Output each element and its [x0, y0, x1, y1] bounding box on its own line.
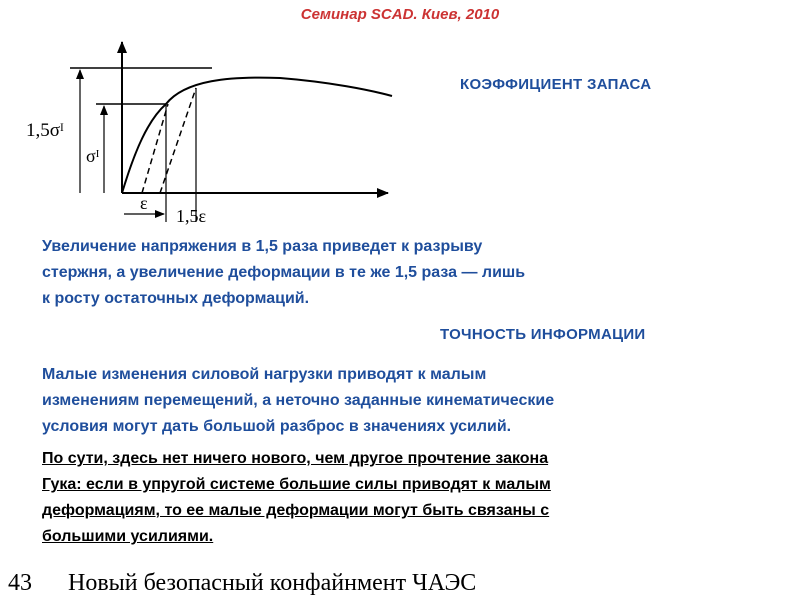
- section-heading-information-accuracy: ТОЧНОСТЬ ИНФОРМАЦИИ: [440, 326, 646, 343]
- paragraph-line: условия могут дать большой разброс в значениях усилий.: [42, 418, 512, 435]
- paragraph-line: Гука: если в упругой системе большие силы приводят к малым: [42, 476, 551, 493]
- information-accuracy-paragraph: [42, 362, 554, 440]
- stress-strain-diagram: [0, 0, 420, 235]
- slide-footer: [0, 570, 800, 600]
- label-1-5-sigma: 1,5σᴵ: [26, 120, 64, 141]
- footer-title: Новый безопасный конфайнмент ЧАЭС: [68, 570, 477, 596]
- paragraph-line: Малые изменения силовой нагрузки приводят к малым: [42, 366, 487, 383]
- label-sigma: σᴵ: [86, 146, 100, 166]
- paragraph-line: деформациям, то ее малые деформации могут быть связаны с: [42, 502, 550, 519]
- section-heading-safety-factor: КОЭФФИЦИЕНТ ЗАПАСА: [460, 76, 652, 93]
- label-epsilon: ε: [140, 193, 148, 213]
- paragraph-line: к росту остаточных деформаций.: [42, 290, 310, 307]
- paragraph-line: большими усилиями.: [42, 528, 214, 545]
- paragraph-line: Увеличение напряжения в 1,5 раза приведет к разрыву: [42, 238, 483, 255]
- paragraph-line: По сути, здесь нет ничего нового, чем другое прочтение закона: [42, 450, 549, 467]
- paragraph-line: изменениям перемещений, а неточно заданные кинематические: [42, 392, 555, 409]
- seminar-header: Семинар SCAD. Киев, 2010: [300, 6, 500, 23]
- paragraph-line: стержня, а увеличение деформации в те же 1,5 раза — лишь: [42, 264, 526, 281]
- conclusion-paragraph: [42, 446, 551, 550]
- label-1-5-epsilon: 1,5ε: [176, 206, 207, 226]
- safety-factor-paragraph: [42, 234, 525, 312]
- slide-number: 43: [8, 570, 32, 596]
- stress-strain-curve: [122, 78, 392, 193]
